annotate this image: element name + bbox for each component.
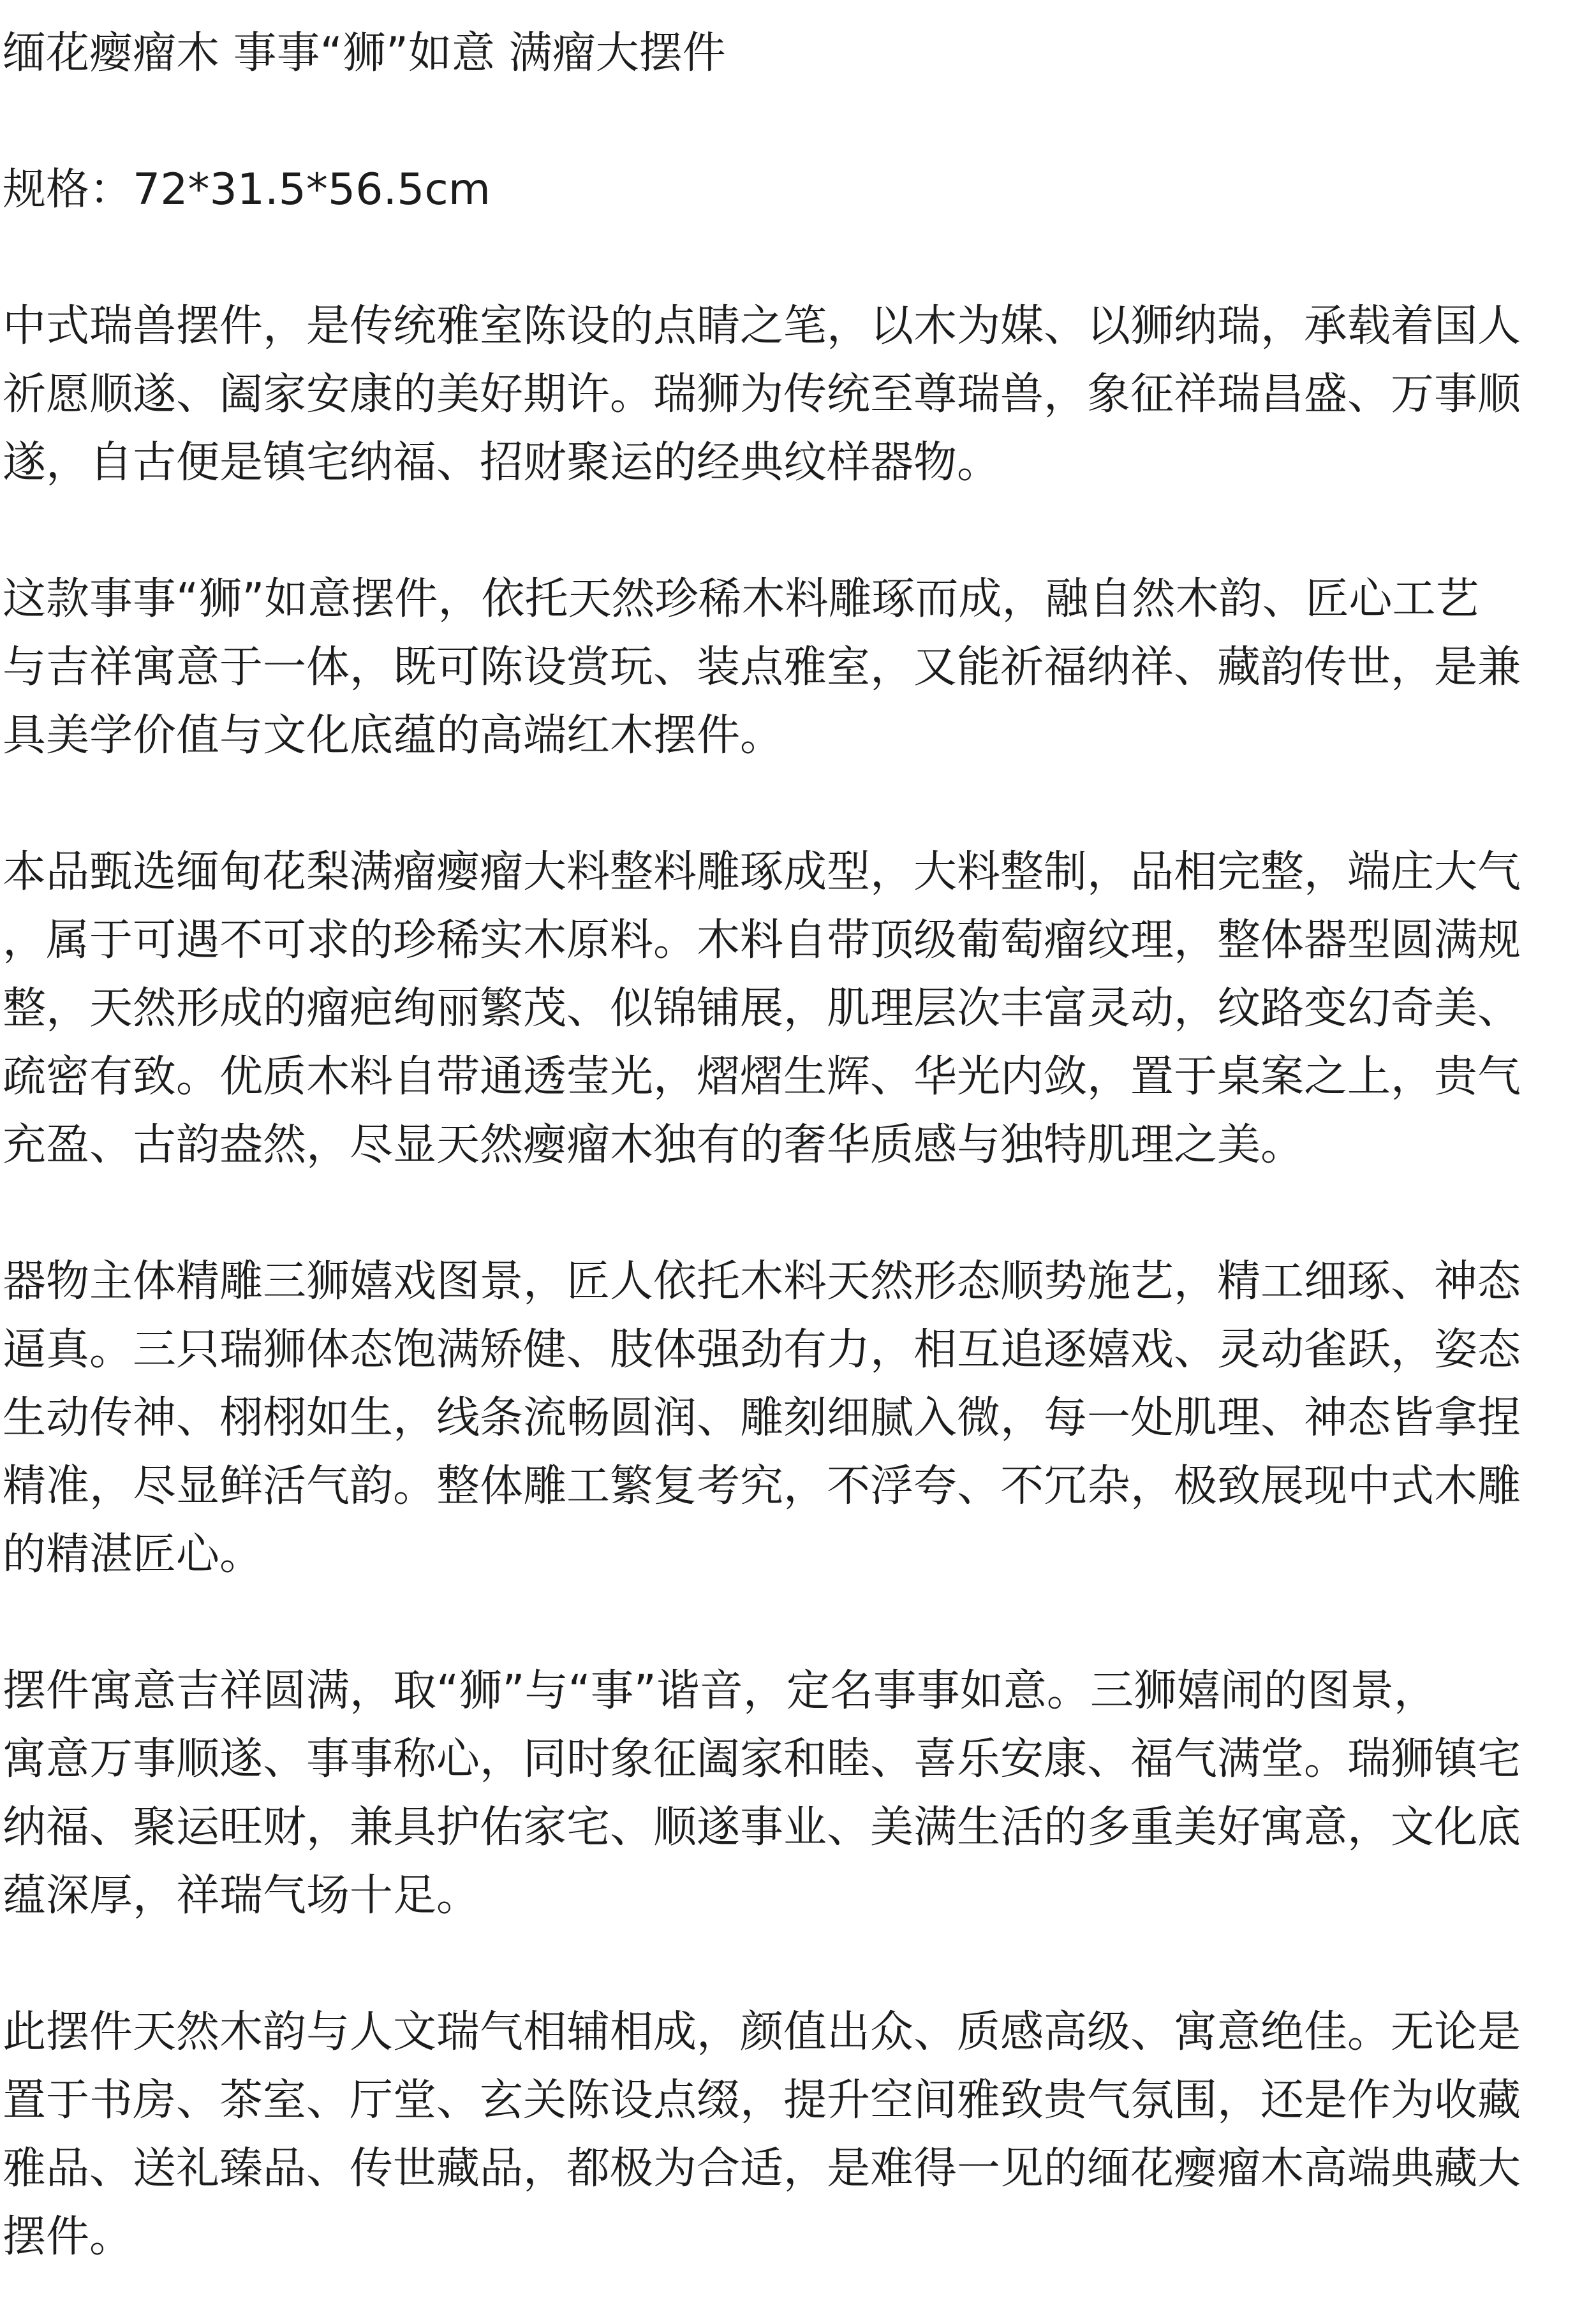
paragraph-line: 充盈、古韵盎然，尽显天然瘿瘤木独有的奢华质感与独特肌理之美。 bbox=[3, 1120, 1305, 1170]
paragraph-line: 本品甄选缅甸花梨满瘤瘿瘤大料整料雕琢成型，大料整制，品相完整，端庄大气 bbox=[3, 847, 1521, 897]
product-title: 缅花瘿瘤木 事事“狮”如意 满瘤大摆件 bbox=[3, 28, 726, 78]
paragraph-line: 精准，尽显鲜活气韵。整体雕工繁复考究，不浮夸、不冗杂，极致展现中式木雕 bbox=[3, 1461, 1521, 1511]
paragraph-line: 雅品、送礼臻品、传世藏品，都极为合适，是难得一见的缅花瘿瘤木高端典藏大 bbox=[3, 2144, 1521, 2194]
paragraph-carving bbox=[3, 1247, 1582, 1589]
paragraph-intro bbox=[3, 292, 1582, 497]
paragraph-line: 逼真。三只瑞狮体态饱满矫健、肢体强劲有力，相互追逐嬉戏、灵动雀跃，姿态 bbox=[3, 1325, 1521, 1375]
paragraph-line: 这款事事“狮”如意摆件，依托天然珍稀木料雕琢而成，融自然木韵、匠心工艺 bbox=[3, 574, 1479, 624]
product-title-block bbox=[3, 19, 1582, 87]
paragraph-line: 摆件寓意吉祥圆满，取“狮”与“事”谐音，定名事事如意。三狮嬉闹的图景， bbox=[3, 1666, 1437, 1716]
paragraph-line: 纳福、聚运旺财，兼具护佑家宅、顺遂事业、美满生活的多重美好寓意，文化底 bbox=[3, 1802, 1521, 1853]
paragraph-line: 摆件。 bbox=[3, 2212, 133, 2262]
paragraph-line: 具美学价值与文化底蕴的高端红木摆件。 bbox=[3, 710, 784, 761]
paragraph-line: ，属于可遇不可求的珍稀实木原料。木料自带顶级葡萄瘤纹理，整体器型圆满规 bbox=[3, 915, 1521, 966]
paragraph-line: 中式瑞兽摆件，是传统雅室陈设的点睛之笔，以木为媒、以狮纳瑞，承载着国人 bbox=[3, 301, 1521, 351]
paragraph-line: 疏密有致。优质木料自带通透莹光，熠熠生辉、华光内敛，置于桌案之上，贵气 bbox=[3, 1052, 1521, 1102]
paragraph-line: 遂，自古便是镇宅纳福、招财聚运的经典纹样器物。 bbox=[3, 438, 1001, 488]
paragraph-product-overview bbox=[3, 565, 1582, 770]
paragraph-line: 生动传神、栩栩如生，线条流畅圆润、雕刻细腻入微，每一处肌理、神态皆拿捏 bbox=[3, 1393, 1521, 1443]
paragraph-line: 置于书房、茶室、厅堂、玄关陈设点缀，提升空间雅致贵气氛围，还是作为收藏 bbox=[3, 2075, 1521, 2126]
paragraph-line: 整，天然形成的瘤疤绚丽繁茂、似锦铺展，肌理层次丰富灵动，纹路变幻奇美、 bbox=[3, 983, 1521, 1034]
paragraph-line: 祈愿顺遂、阖家安康的美好期许。瑞狮为传统至尊瑞兽，象征祥瑞昌盛、万事顺 bbox=[3, 369, 1521, 420]
spec-block bbox=[3, 156, 1582, 224]
paragraph-line: 寓意万事顺遂、事事称心，同时象征阖家和睦、喜乐安康、福气满堂。瑞狮镇宅 bbox=[3, 1734, 1521, 1784]
paragraph-usage bbox=[3, 1998, 1582, 2271]
product-spec: 规格：72*31.5*56.5cm bbox=[3, 165, 491, 215]
paragraph-line: 器物主体精雕三狮嬉戏图景，匠人依托木料天然形态顺势施艺，精工细琢、神态 bbox=[3, 1256, 1521, 1307]
paragraph-meaning bbox=[3, 1657, 1582, 1930]
paragraph-material bbox=[3, 838, 1582, 1179]
paragraph-line: 蕴深厚，祥瑞气场十足。 bbox=[3, 1871, 480, 1921]
paragraph-line: 此摆件天然木韵与人文瑞气相辅相成，颜值出众、质感高级、寓意绝佳。无论是 bbox=[3, 2007, 1521, 2057]
paragraph-line: 的精湛匠心。 bbox=[3, 1529, 263, 1580]
paragraph-line: 与吉祥寓意于一体，既可陈设赏玩、装点雅室，又能祈福纳祥、藏韵传世，是兼 bbox=[3, 642, 1521, 693]
